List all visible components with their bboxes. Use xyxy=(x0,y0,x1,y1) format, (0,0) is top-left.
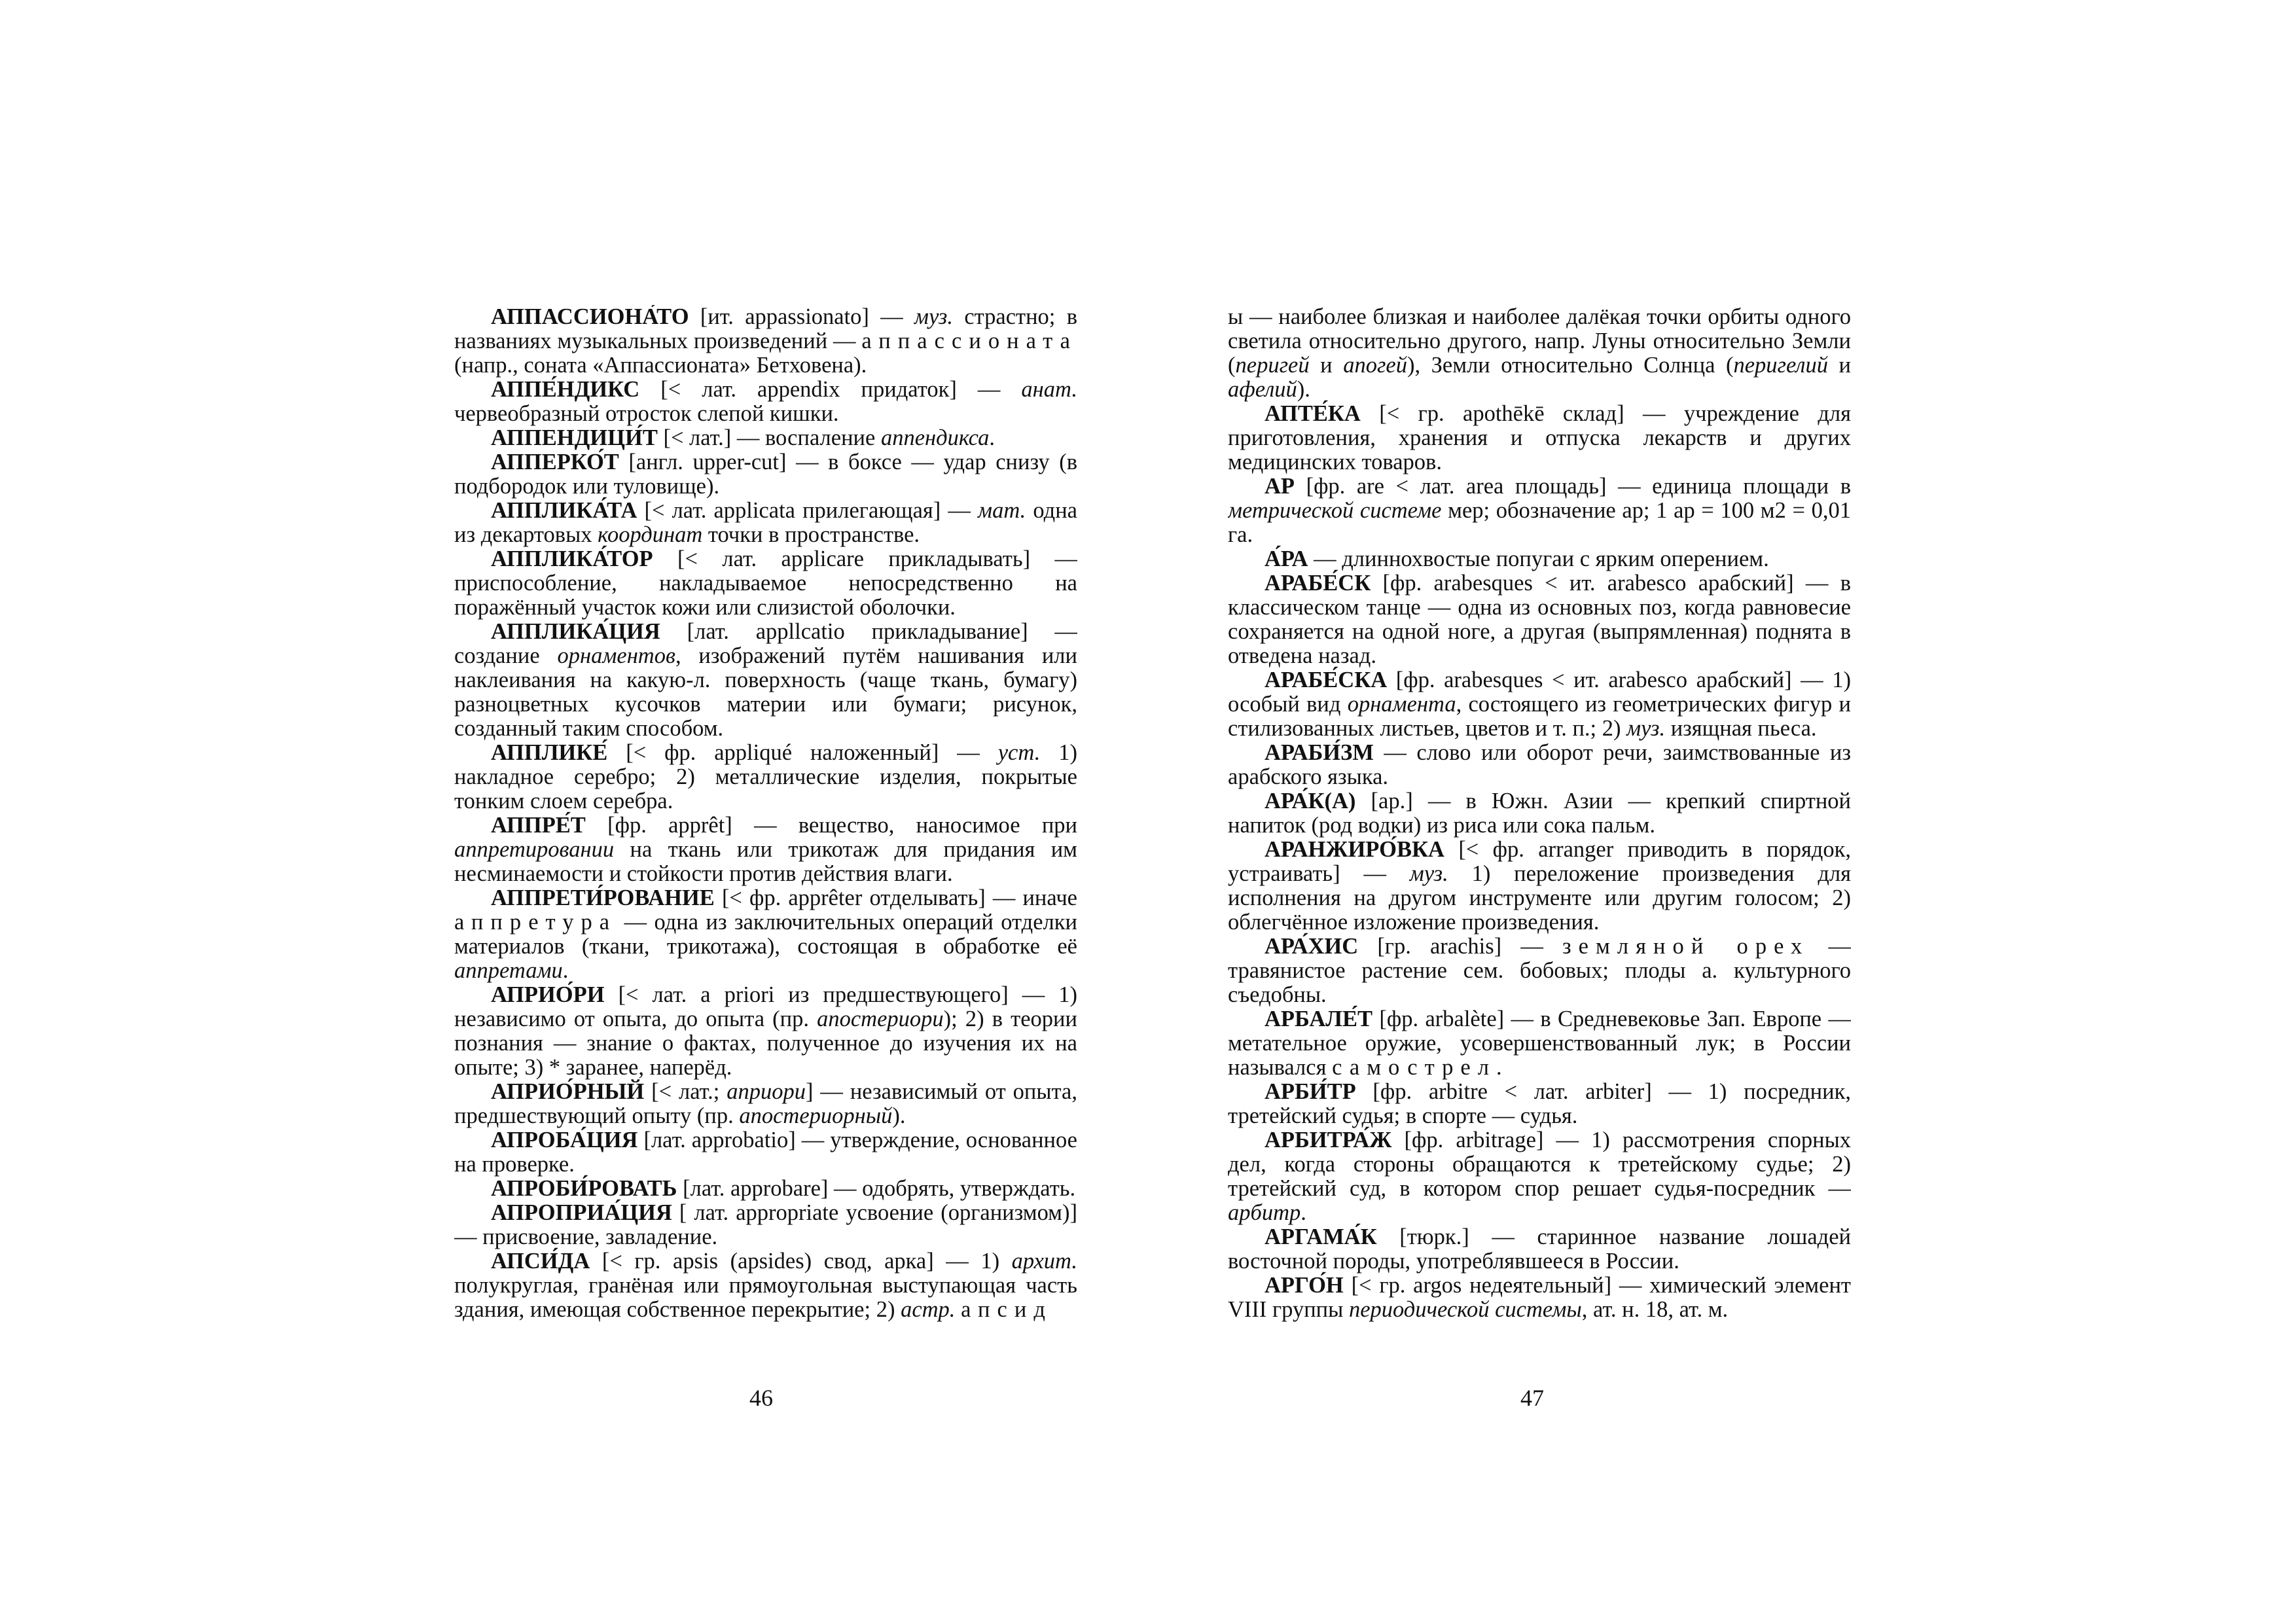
definition-text: [фр. arbitre < лат. arbiter] — 1) посредник, третейский судья; в спорте — судья. xyxy=(1228,1079,1851,1128)
definition-text: [фр. apprêt] — вещество, наносимое при xyxy=(585,813,1077,838)
definition-text: одна из декартовых xyxy=(454,498,1077,547)
definition-text xyxy=(955,1297,961,1322)
dictionary-entry xyxy=(1228,1274,1851,1322)
headword: АПРОБА́ЦИЯ xyxy=(491,1128,638,1152)
italic-text: афелий xyxy=(1228,377,1297,402)
dictionary-entry xyxy=(1228,1128,1851,1225)
dictionary-entry xyxy=(1228,668,1851,741)
italic-text: орнамента xyxy=(1347,692,1456,717)
definition-text: червеобразный отросток слепой кишки. xyxy=(454,401,839,426)
definition-text: . xyxy=(1496,1055,1502,1080)
left-page xyxy=(454,305,1077,1352)
definition-text: [< лат. applicare прикладывать] — приспособление, накладываемое непосредственно на поражённый участок кожи или слизистой оболочки. xyxy=(454,546,1077,620)
dictionary-entry xyxy=(454,741,1077,813)
spaced-term: апсид xyxy=(961,1297,1052,1322)
definition-text: — длиннохвостые попугаи с ярким оперением. xyxy=(1308,546,1769,571)
headword: АППРЕТИ́РОВАНИЕ xyxy=(491,885,715,910)
headword: АПРИО́РНЫЙ xyxy=(491,1079,645,1104)
dictionary-entry xyxy=(1228,838,1851,935)
definition-text: [< гр. apothēkē склад] — учреждение для приготовления, хранения и отпуска лекарств и других медицинских товаров. xyxy=(1228,401,1851,474)
italic-text: апогей xyxy=(1343,353,1407,378)
definition-text: точки в пространстве. xyxy=(702,522,920,547)
headword: АРБИ́ТР xyxy=(1265,1079,1356,1104)
definition-text: [лат. approbare] — одобрять, утверждать. xyxy=(677,1176,1076,1201)
definition-text: [< фр. appliqué наложенный] — xyxy=(607,740,998,765)
dictionary-entry xyxy=(454,499,1077,547)
definition-text: [фр. are < лат. area площадь] — единица площади в xyxy=(1295,474,1851,499)
spaced-term: аппассионата xyxy=(861,329,1077,353)
headword: А́РА xyxy=(1265,546,1308,571)
headword: АПТЕ́КА xyxy=(1265,401,1361,426)
definition-text: — травянистое растение сем. бобовых; плоды а. культурного съедобны. xyxy=(1228,934,1851,1007)
italic-text: аппретами xyxy=(454,958,563,983)
definition-text: [< лат.; xyxy=(644,1079,727,1104)
headword: АРБИТРА́Ж xyxy=(1265,1128,1392,1152)
definition-text: на ткань или трикотаж для придания им несминаемости и стойкости против действия влаги. xyxy=(454,837,1077,886)
definition-text: [< фр. arranger приводить в порядок, устраивать] — xyxy=(1228,837,1851,886)
definition-text: . xyxy=(562,958,569,983)
definition-text: [< лат. appendix придаток] — xyxy=(639,377,1022,402)
definition-text: (напр., соната «Аппассионата» Бетховена). xyxy=(454,353,867,378)
definition-text: [тюрк.] — старинное название лошадей восточной породы, употреблявшееся в России. xyxy=(1228,1224,1851,1274)
dictionary-entry xyxy=(1228,305,1851,402)
headword: АР xyxy=(1265,474,1295,499)
dictionary-entry xyxy=(1228,1225,1851,1274)
definition-text: [фр. arbalète] — в Средневековье Зап. Европе — метательное оружие, усовершенствованный лук; в России назывался xyxy=(1228,1007,1851,1080)
right-page-number: 47 xyxy=(1520,1385,1544,1411)
headword: АРАНЖИРО́ВКА xyxy=(1265,837,1444,862)
dictionary-entry xyxy=(454,1201,1077,1249)
italic-text: астр. xyxy=(901,1297,956,1322)
italic-text: арбитр xyxy=(1228,1200,1301,1225)
italic-text: аппретировании xyxy=(454,837,615,862)
definition-text: [< лат. a priori из предшествующего] — 1) независимо от опыта, до опыта (пр. xyxy=(454,982,1077,1031)
headword: АРГАМА́К xyxy=(1265,1224,1377,1249)
headword: АРАБИ́ЗМ xyxy=(1265,740,1374,765)
italic-text: архит. xyxy=(1011,1249,1077,1274)
definition-text: — слово или оборот речи, заимствованные из арабского языка. xyxy=(1228,740,1851,789)
italic-text: муз. xyxy=(1626,716,1666,741)
spaced-term: аппретура xyxy=(454,910,617,935)
right-page xyxy=(1228,305,1851,1352)
dictionary-entry xyxy=(454,620,1077,741)
definition-text: и xyxy=(1309,353,1344,378)
dictionary-entry xyxy=(1228,789,1851,838)
left-page-entries xyxy=(454,305,1077,1352)
dictionary-entry xyxy=(1228,402,1851,474)
headword: АППРЕ́Т xyxy=(491,813,586,838)
definition-text: 1) накладное серебро; 2) металлические изделия, покрытые тонким слоем серебра. xyxy=(454,740,1077,813)
headword: АРГО́Н xyxy=(1265,1273,1344,1298)
spaced-term: земляной орех xyxy=(1562,934,1810,959)
dictionary-entry xyxy=(454,886,1077,983)
italic-text: мат. xyxy=(978,498,1026,523)
headword: АППАССИОНА́ТО xyxy=(491,305,689,329)
dictionary-entry xyxy=(1228,571,1851,668)
right-page-entries xyxy=(1228,305,1851,1352)
definition-text: [гр. arachis] — xyxy=(1358,934,1562,959)
definition-text: . xyxy=(989,425,995,450)
definition-text: ); 2) в теории познания — знание о фактах, полученное до изучения их на опыте; 3) * заранее, наперёд. xyxy=(454,1007,1077,1080)
dictionary-entry xyxy=(454,426,1077,450)
headword: АРА́ХИС xyxy=(1265,934,1359,959)
definition-text: ), Земли относительно Солнца ( xyxy=(1407,353,1734,378)
definition-text: [лат. approbatio] — утверждение, основанное на проверке. xyxy=(454,1128,1077,1177)
definition-text: [< лат.] — воспаление xyxy=(657,425,881,450)
headword: АППЕНДИЦИ́Т xyxy=(491,425,658,450)
definition-text: ] — независимый от опыта, предшествующий опыту (пр. xyxy=(454,1079,1077,1128)
dictionary-entry xyxy=(454,547,1077,620)
definition-text: [лат. appllcatio прикладывание] — создание xyxy=(454,619,1077,668)
definition-text: и xyxy=(1827,353,1851,378)
definition-text: , ат. н. 18, ат. м. xyxy=(1581,1297,1729,1322)
left-page-number: 46 xyxy=(749,1385,773,1411)
definition-text: . xyxy=(1300,1200,1306,1225)
italic-text: муз. xyxy=(1409,861,1448,886)
dictionary-entry xyxy=(454,983,1077,1080)
italic-text: априори xyxy=(726,1079,806,1104)
dictionary-entry xyxy=(1228,741,1851,789)
headword: АПРОБИ́РОВАТЬ xyxy=(491,1176,677,1201)
definition-text: 1) переложение произведения для исполнения на другом инструменте или другим голосом; 2) облегчённое изложение произведения. xyxy=(1228,861,1851,935)
definition-text: , изображений путём нашивания или наклеивания на какую-л. поверхность (чаще ткань, бумагу) разноцветных кусочков материи или бумаги; рисунок, созданный таким способом. xyxy=(454,643,1077,741)
headword: АППЛИКА́ТОР xyxy=(491,546,653,571)
italic-text: апостериори xyxy=(817,1007,944,1031)
definition-text: [фр. arabesques < ит. arabesco арабский] — 1) особый вид xyxy=(1228,668,1851,717)
dictionary-entry xyxy=(454,1177,1077,1201)
definition-text: [фр. arbitrage] — 1) рассмотрения спорных дел, когда стороны обращаются к третейскому судье; 2) третейский суд, в котором спор решает судья-посредник — xyxy=(1228,1128,1851,1201)
dictionary-entry xyxy=(1228,547,1851,571)
dictionary-entry xyxy=(454,1080,1077,1128)
definition-text: — одна из заключительных операций отделки материалов (ткани, трикотажа), состоящая в обработке её xyxy=(454,910,1077,959)
spaced-term: самострел xyxy=(1332,1055,1497,1080)
headword: АПРОПРИА́ЦИЯ xyxy=(491,1200,672,1225)
italic-text: периодической системы xyxy=(1348,1297,1582,1322)
dictionary-entry xyxy=(454,1128,1077,1177)
definition-text: ). xyxy=(1297,377,1310,402)
italic-text: апостериорный xyxy=(739,1103,893,1128)
definition-text: [ит. appassionato] — xyxy=(689,305,915,329)
definition-text: полукруглая, гранёная или прямоугольная выступающая часть здания, имеющая собственное перекрытие; 2) xyxy=(454,1273,1077,1322)
definition-text: [< лат. applicata прилегающая] — xyxy=(637,498,978,523)
italic-text: координат xyxy=(598,522,703,547)
definition-text: [англ. upper-cut] — в боксе — удар снизу (в подбородок или туловище). xyxy=(454,450,1077,499)
headword: АППЕ́НДИКС xyxy=(491,377,640,402)
headword: АПСИ́ДА xyxy=(491,1249,590,1274)
dictionary-entry xyxy=(1228,935,1851,1007)
headword: АРА́К(А) xyxy=(1265,789,1356,813)
headword: АППЛИКЕ́ xyxy=(491,740,608,765)
headword: АППЕРКО́Т xyxy=(491,450,619,474)
italic-text: муз. xyxy=(914,305,954,329)
italic-text: орнаментов xyxy=(557,643,675,668)
definition-text: [ар.] — в Южн. Азии — крепкий спиртной напиток (род водки) из риса или сока пальм. xyxy=(1228,789,1851,838)
definition-text: ). xyxy=(892,1103,906,1128)
dictionary-entry xyxy=(1228,1080,1851,1128)
headword: АППЛИКА́ТА xyxy=(491,498,637,523)
headword: АРАБЕ́СКА xyxy=(1265,668,1388,692)
dictionary-entry xyxy=(1228,474,1851,547)
italic-text: перигей xyxy=(1235,353,1310,378)
dictionary-entry xyxy=(454,305,1077,378)
headword: АРАБЕ́СК xyxy=(1265,571,1371,596)
italic-text: аппендикса xyxy=(880,425,990,450)
definition-text: , состоящего из геометрических фигур и стилизованных листьев, цветов и т. п.; 2) xyxy=(1228,692,1851,741)
italic-text: метрической системе xyxy=(1228,498,1442,523)
definition-text: ы — наиболее близкая и наиболее далёкая точки орбиты одного светила относительно другого, напр. Луны относительно Земли ( xyxy=(1228,305,1851,378)
definition-text: [< гр. argos недеятельный] — химический элемент VIII группы xyxy=(1228,1273,1851,1322)
dictionary-entry xyxy=(1228,1007,1851,1080)
italic-text: уст. xyxy=(997,740,1041,765)
definition-text: изящная пьеса. xyxy=(1665,716,1817,741)
dictionary-entry xyxy=(454,378,1077,426)
italic-text: анат. xyxy=(1021,377,1077,402)
dictionary-entry xyxy=(454,813,1077,886)
definition-text: мер; обозначение ар; 1 ар = 100 м2 = 0,01 га. xyxy=(1228,498,1851,547)
dictionary-entry xyxy=(454,450,1077,499)
italic-text: перигелий xyxy=(1733,353,1828,378)
headword: АППЛИКА́ЦИЯ xyxy=(491,619,660,644)
dictionary-entry xyxy=(454,1249,1077,1322)
definition-text: [< фр. apprêter отделывать] — иначе xyxy=(714,885,1077,910)
headword: АПРИО́РИ xyxy=(491,982,605,1007)
definition-text: [фр. arabesques < ит. arabesco арабский] — в классическом танце — одна из основных поз, когда равновесие сохраняется на одной ноге, а другая (выпрямленная) поднята в отведена назад. xyxy=(1228,571,1851,668)
headword: АРБАЛЕ́Т xyxy=(1265,1007,1372,1031)
definition-text: страстно; в названиях музыкальных произведений — xyxy=(454,305,1077,353)
definition-text: [< гр. apsis (apsides) свод, арка] — 1) xyxy=(590,1249,1012,1274)
definition-text: [ лат. appropriate усвоение (организмом)] — присвоение, завладение. xyxy=(454,1200,1077,1249)
